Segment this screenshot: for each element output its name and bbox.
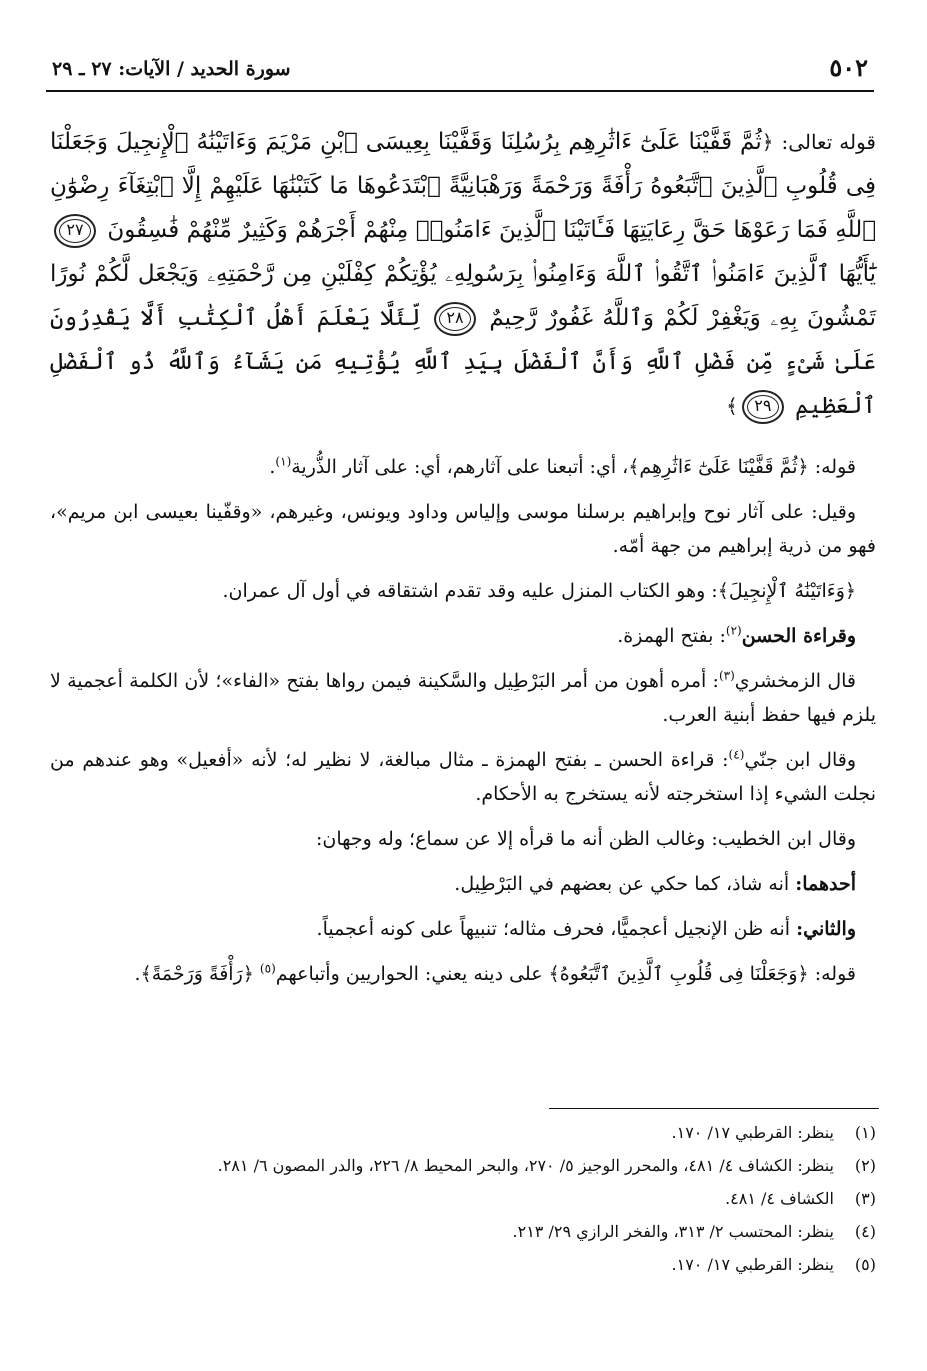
inline-verse-quote: ﴿وَجَعَلْنَا فِى قُلُوبِ ٱلَّذِينَ ٱتَّبَعُوهُ﴾ [548,963,809,985]
paragraph-text: : بفتح الهمزة. [617,625,726,647]
footnote-text: الكشاف ٤/ ٤٨١. [725,1189,834,1208]
footnotes [50,1118,876,1283]
paragraph-text: : وهو الكتاب المنزل عليه وقد تقدم اشتقاقه في أول آل عمران. [222,580,718,602]
running-title: سورة الحديد / الآيات: ٢٧ ـ ٢٩ [52,58,291,80]
commentary-paragraph [50,664,876,732]
paragraph-text: ، أي: أتبعنا على آثارهم، أي: على آثار الذُّرية [291,456,629,478]
bold-lead: وقراءة الحسن [741,625,856,647]
paragraph-text: على دينه يعني: الحواريين وأتباعهم [275,963,549,985]
verse-28-text: يَٰٓأَيُّهَا ٱلَّذِينَ ءَامَنُوا۟ ٱتَّقُوا۟ ٱللَّهَ وَءَامِنُوا۟ بِرَسُولِهِۦ يُؤْتِكُمْ كِفْلَيْنِ مِن رَّحْمَتِهِۦ وَيَجْعَل لَّكُمْ نُورًا تَمْشُونَ بِهِۦ وَيَغْفِرْ لَكُمْ وَٱللَّهُ غَفُورٌ رَّحِيمٌ [50,261,877,331]
commentary-paragraph [50,450,876,484]
footnote-separator [549,1108,879,1109]
bold-lead: والثاني: [796,918,856,940]
commentary-paragraph [50,574,876,608]
footnote-text: ينظر: المحتسب ٢/ ٣١٣، والفخر الرازي ٢٩/ ٢١٣. [512,1222,834,1241]
open-ornate-bracket: ﴿ [761,130,774,154]
footnote-text: ينظر: الكشاف ٤/ ٤٨١، والمحرر الوجيز ٥/ ٢٧٠، والبحر المحيط ٨/ ٢٢٦، والدر المصون ٦/ ٢٨١. [217,1156,834,1175]
paragraph-lead: قال الزمخشري [734,670,856,692]
verse-29-text: لِّئَلَّا يَعْلَمَ أَهْلُ ٱلْكِتَٰبِ أَلَّا يَقْدِرُونَ عَلَىٰ شَىْءٍ مِّن فَضْلِ ٱللَّهِ وَأَنَّ ٱلْفَضْلَ بِيَدِ ٱللَّهِ يُؤْتِيهِ مَن يَشَآءُ وَٱللَّهُ ذُو ٱلْفَضْلِ ٱلْعَظِيمِ [50,305,876,419]
paragraph-lead: قوله: [814,456,856,478]
footnote-item [50,1250,876,1280]
paragraph-text: أنه شاذ، كما حكي عن بعضهم في البَرْطِيل. [454,873,796,895]
footnote-item [50,1151,876,1181]
inline-verse-quote: ﴿ثُمَّ قَفَّيْنَا عَلَىٰٓ ءَاثَٰرِهِم﴾ [628,456,809,478]
inline-verse-quote: ﴿رَأْفَةً وَرَحْمَةً﴾ [140,963,254,985]
ayah-number-marker-28: ٢٨ [434,302,476,336]
footnote-number: (١) [854,1123,876,1142]
commentary-paragraph [50,743,876,811]
commentary-paragraph [50,867,876,901]
paragraph-end: . [134,963,141,985]
commentary-paragraph [50,619,876,653]
header-rule [46,90,874,92]
commentary-paragraph: وقيل: على آثار نوح وإبراهيم برسلنا موسى وإلياس وداود ويونس، وغيرهم، «وقفّينا بعيسى ابن مريم»، فهو من ذرية إبراهيم من جهة أمّه. [50,501,876,557]
page-number: ٥٠٢ [829,53,868,82]
commentary-paragraph [50,957,876,991]
footnote-item [50,1184,876,1214]
paragraph-lead: وقال ابن جنّي [744,749,856,771]
paragraph-lead: قوله: [814,963,856,985]
footnote-item [50,1217,876,1247]
commentary-paragraph: وقال ابن الخطيب: وغالب الظن أنه ما قرأه إلا عن سماع؛ وله وجهان: [315,828,856,850]
footnote-item [50,1118,876,1148]
footnote-ref[interactable]: (٢) [725,623,742,638]
commentary-paragraph [50,912,876,946]
verse-27-text: ثُمَّ قَفَّيْنَا عَلَىٰٓ ءَاثَٰرِهِم بِرُسُلِنَا وَقَفَّيْنَا بِعِيسَى ٱبْنِ مَرْيَمَ وَءَاتَيْنَٰهُ ٱلْإِنجِيلَ وَجَعَلْنَا فِى قُلُوبِ ٱلَّذِينَ ٱتَّبَعُوهُ رَأْفَةً وَرَحْمَةً وَرَهْبَانِيَّةً ٱبْتَدَعُوهَا مَا كَتَبْنَٰهَا عَلَيْهِمْ إِلَّا ٱبْتِغَآءَ رِضْوَٰنِ ٱللَّهِ فَمَا رَعَوْهَا حَقَّ رِعَايَتِهَا فَـَٔاتَيْنَا ٱلَّذِينَ ءَامَنُوا۟ مِنْهُمْ أَجْرَهُمْ وَكَثِيرٌ مِّنْهُمْ فَٰسِقُونَ [50,129,876,243]
footnote-ref[interactable]: (١) [275,454,292,469]
ayah-number-marker-29: ٢٩ [742,390,784,424]
close-ornate-bracket: ﴾ [726,394,738,418]
footnote-number: (٤) [854,1222,876,1241]
bold-lead: أحدهما: [795,873,856,895]
quran-verse-block [50,120,876,428]
verse-intro: قوله تعالى: [781,130,876,154]
footnote-text: ينظر: القرطبي ١٧/ ١٧٠. [671,1255,834,1274]
paragraph-text: : أمره أهون من أمر البَرْطِيل والسَّكينة فيمن رواها بفتح «الفاء»؛ لأن الكلمة أعجمية لا يلزم فيها حفظ أبنية العرب. [50,670,876,726]
page-header [46,52,874,92]
paragraph-end: . [269,456,276,478]
ayah-number-marker-27: ٢٧ [54,214,96,248]
footnote-ref[interactable]: (٣) [718,668,735,683]
footnote-ref[interactable]: (٥) [259,961,276,976]
footnote-text: ينظر: القرطبي ١٧/ ١٧٠. [671,1123,834,1142]
footnote-number: (٢) [854,1156,876,1175]
paragraph-text: أنه ظن الإنجيل أعجميًّا، فحرف مثاله؛ تنبيهاً على كونه أعجمياً. [316,918,797,940]
footnote-number: (٣) [854,1189,876,1208]
footnote-ref[interactable]: (٤) [728,747,745,762]
paragraph-text: : قراءة الحسن ـ بفتح الهمزة ـ مثال مبالغة، لا نظير له؛ لأنه «أفعيل» وهو عندهم من نجلت الشيء إذا استخرجته لأنه يستخرج به الأحكام. [50,749,876,805]
commentary-body [50,450,876,1002]
inline-verse-quote: ﴿وَءَاتَيْنَٰهُ ٱلْإِنجِيلَ﴾ [717,580,856,602]
footnote-number: (٥) [854,1255,876,1274]
